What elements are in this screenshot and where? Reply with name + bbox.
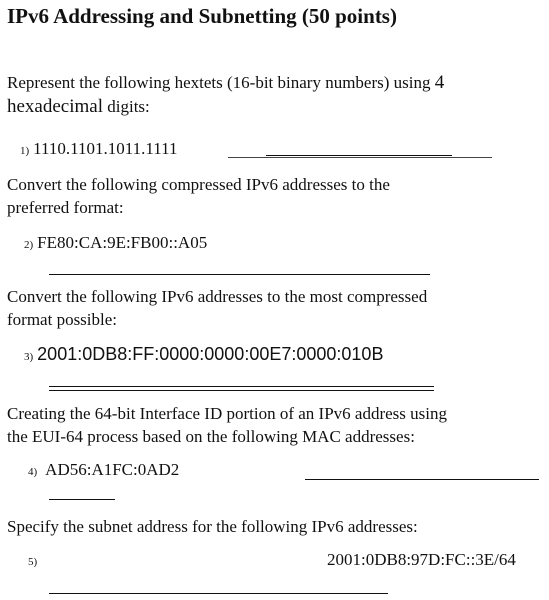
answer-line-1-base[interactable] xyxy=(228,157,492,158)
section3-instruction-line1: Convert the following IPv6 addresses to the most compressed xyxy=(7,287,428,306)
question-1-value: 1110.1101.1011.1111 xyxy=(33,139,178,158)
section1-instruction-line1 xyxy=(7,72,444,94)
section2-instruction-line2: preferred format: xyxy=(7,198,124,217)
answer-line-3-underline[interactable] xyxy=(49,390,434,391)
question-4-value: AD56:A1FC:0AD2 xyxy=(45,460,180,479)
section2-instruction-line1: Convert the following compressed IPv6 addresses to the xyxy=(7,175,390,194)
answer-line-2[interactable] xyxy=(49,274,430,275)
section3-instruction-line2: format possible: xyxy=(7,310,118,329)
answer-line-3[interactable] xyxy=(49,386,434,387)
answer-line-4-short[interactable] xyxy=(49,499,115,500)
section1-instruction-text: Represent the following hextets (16-bit binary numbers) using xyxy=(7,73,431,92)
question-4-number: 4) xyxy=(28,466,38,478)
section1-instruction-hexadecimal: hexadecimal xyxy=(7,96,104,117)
section4-instruction-line1: Creating the 64-bit Interface ID portion of an IPv6 address using xyxy=(7,404,447,423)
page-title: IPv6 Addressing and Subnetting (50 points) xyxy=(7,4,397,28)
question-3-value: 2001:0DB8:FF:0000:0000:00E7:0000:010B xyxy=(37,344,384,364)
question-1 xyxy=(20,138,178,162)
section5-instruction-line1: Specify the subnet address for the following IPv6 addresses: xyxy=(7,517,418,536)
answer-line-1[interactable] xyxy=(266,155,452,156)
question-2-number: 2) xyxy=(24,239,34,251)
question-1-number: 1) xyxy=(20,145,30,157)
question-2 xyxy=(24,232,207,256)
question-3 xyxy=(24,344,383,365)
question-5-number: 5) xyxy=(28,556,38,568)
question-5-value: 2001:0DB8:97D:FC::3E/64 xyxy=(327,550,516,569)
section1-instruction-digit: 4 xyxy=(434,72,445,93)
question-3-number: 3) xyxy=(24,351,34,363)
answer-line-4[interactable] xyxy=(305,479,539,480)
question-2-value: FE80:CA:9E:FB00::A05 xyxy=(37,233,208,252)
section4-instruction-line2: the EUI-64 process based on the following MAC addresses: xyxy=(7,427,415,446)
question-4 xyxy=(28,459,179,483)
question-5-number-wrap xyxy=(28,549,41,573)
answer-line-5[interactable] xyxy=(49,593,388,594)
section1-instruction-digits: digits: xyxy=(107,97,150,116)
section1-instruction-line2 xyxy=(7,96,150,118)
